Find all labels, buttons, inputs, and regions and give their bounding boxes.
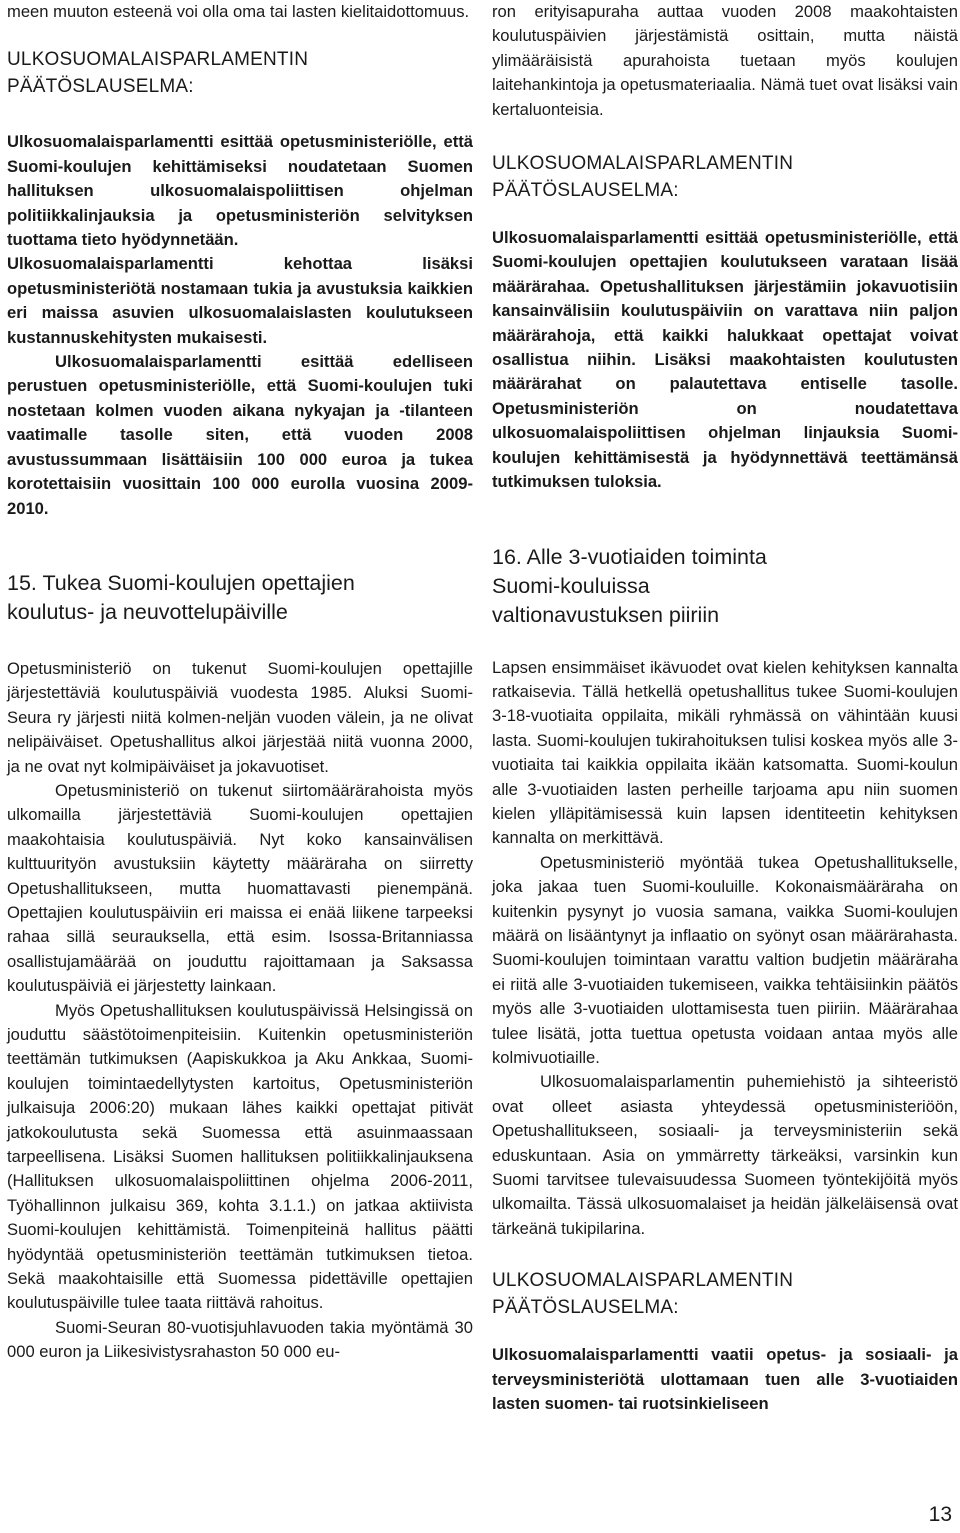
right-column	[492, 0, 958, 1416]
page-number: 13	[928, 1503, 952, 1526]
resolution-paragraph-2: Ulkosuomalaisparlamentti kehottaa lisäksi opetusministeriötä nostamaan tukia ja avustuksia kaikkien eri maissa asuvien ulkosuomalaislasten koulutukseen kustannuskehitysten mukaisesti.	[7, 254, 473, 347]
section-16-heading-line-2: Suomi-kouluissa	[492, 573, 650, 598]
resolution-heading-2	[492, 1267, 958, 1321]
section-16-heading-line-1: 16. Alle 3-vuotiaiden toiminta	[492, 544, 767, 569]
section-16-heading-line-3: valtionavustuksen piiriin	[492, 602, 720, 627]
resolution-heading-2-line-1: ULKOSUOMALAISPARLAMENTIN	[492, 1270, 794, 1292]
body-paragraph-1: Lapsen ensimmäiset ikävuodet ovat kielen kehityksen kannalta ratkaisevia. Tällä hetkellä opetushallitus tukee Suomi-koulujen 3-18-vuotiaita oppilaita, mikäli ryhmässä on vähintään kuusi lasta. Suomi-koulujen tukirahoituksen tulisi koskea myös alle 3-vuotiaita tai kaikkia oppilaita ikään katsomatta. Suomi-koulun alle 3-vuotiaiden lasten perheille tarjoama apu niin suomen kielen ylläpitämisessä kuin lapsen identiteetin kehityksen kannalta on merkittävä.	[492, 657, 958, 848]
resolution-paragraph-1: Ulkosuomalaisparlamentti esittää opetusministeriölle, että Suomi-koulujen kehittämiseksi noudatetaan Suomen hallituksen ulkosuomalaispoliittisen ohjelman politiikkalinjauksia ja opetusministeriön selvityksen tuottama tieto hyödynnetään.	[7, 132, 473, 250]
body-paragraph-1: Opetusministeriö on tukenut Suomi-koulujen opettajille järjestettäviä koulutuspäiviä vuodesta 1985. Aluksi Suomi-Seura ry järjesti niitä kolmen-neljän vuoden välein, ja ne olivat nelipäiväiset. Opetushallitus alkoi järjestää niitä vuonna 2000, ja ne ovat nyt kolmipäiväiset ja jokavuotiset.	[7, 658, 473, 776]
section-15-heading-line-2: koulutus- ja neuvottelupäiville	[7, 599, 288, 624]
body-paragraph-2: Opetusministeriö on tukenut siirtomäärärahoista myös ulkomailla järjestettäviä Suomi-koulujen opettajien maakohtaisia koulutuspäiviä. Nyt koko kansainvälisen kulttuurityön avustuksiin käytetty määräraha on siirretty Opetushallitukseen, mutta huomattavasti pienempänä. Opettajien koulutuspäiviin eri maissa ei enää liikene tarpeeksi rahaa sillä seurauksella, että esim. Isossa-Britanniassa osallistujamäärää on jouduttu rajoittamaan ja Saksassa koulutuspäiviä ei järjestetty lainkaan.	[7, 780, 473, 996]
resolution-heading-line-1: ULKOSUOMALAISPARLAMENTIN	[7, 49, 309, 71]
intro-paragraph: meen muuton esteenä voi olla oma tai lasten kielitaidottomuus.	[7, 2, 470, 21]
section-16-heading	[492, 543, 958, 630]
body-paragraph-2: Opetusministeriö myöntää tukea Opetushallitukselle, joka jakaa tuen Suomi-kouluille. Kokonaismääräraha on kuitenkin pysynyt jo vuosia samana, vaikka Suomi-koulujen määrä on lisääntynyt ja inflaatio on syönyt osan määrärahasta. Suomi-koulujen toimintaan varattu valtion budjetin määräraha ei riitä alle 3-vuotiaiden tukemiseen, vaikka tehtäisiinkin päätös myös alle 3-vuotiaiden ulottamisesta tuen piiriin. Määrärahaa tulee lisätä, jotta tuettua opetusta voidaan antaa myös alle kolmivuotiaille.	[492, 852, 958, 1067]
intro-paragraph: ron erityisapuraha auttaa vuoden 2008 maakohtaisten koulutuspäivien järjestämistä osittain, mutta näistä ylimääräisistä apurahoista tuetaan myös koulujen laitehankintoja ja opetusmateriaalia. Nämä tuet ovat lisäksi vain kertaluonteisia.	[492, 2, 958, 119]
resolution-heading-2-line-2: PÄÄTÖSLAUSELMA:	[492, 1297, 679, 1319]
resolution-paragraph-3: Ulkosuomalaisparlamentti esittää edelliseen perustuen opetusministeriölle, että Suomi-koulujen tuki nostetaan kolmen vuoden aikana nykyajan ja -tilanteen vaatimalle tasolle siten, että vuoden 2008 avustussummaan lisättäisiin 100 000 euroa ja tukea korotettaisiin vuosittain 100 000 eurolla vuosina 2009-2010.	[7, 352, 473, 518]
resolution-heading-line-2: PÄÄTÖSLAUSELMA:	[7, 76, 194, 98]
resolution-2-paragraph-1: Ulkosuomalaisparlamentti vaatii opetus- ja sosiaali- ja terveysministeriötä ulottamaan tuen alle 3-vuotiaiden lasten suomen- tai ruotsinkieliseen	[492, 1345, 958, 1414]
resolution-heading	[492, 150, 958, 204]
resolution-heading-line-2: PÄÄTÖSLAUSELMA:	[492, 180, 679, 202]
body-paragraph-4: Suomi-Seuran 80-vuotisjuhlavuoden takia myöntämä 30 000 euron ja Liikesivistysrahaston 50 000 eu-	[7, 1317, 473, 1362]
resolution-heading	[7, 46, 473, 100]
resolution-paragraph-1: Ulkosuomalaisparlamentti esittää opetusministeriölle, että Suomi-koulujen opettajien koulutukseen varataan lisää määrärahaa. Opetushallituksen järjestämiin jokavuotisiin kansainvälisiin koulutuspäiviin on varattava niin paljon määrärahoja, että kaikki halukkaat opettajat voivat osallistua niihin. Lisäksi maakohtaisten koulutusten määrärahat on palautettava entiselle tasolle. Opetusministeriön on noudatettava ulkosuomalaispoliittisen ohjelman linjauksia Suomi-koulujen kehittämisestä ja hyödynnettävä teettämänsä tutkimuksen tuloksia.	[492, 228, 958, 492]
resolution-heading-line-1: ULKOSUOMALAISPARLAMENTIN	[492, 153, 794, 175]
section-15-heading-line-1: 15. Tukea Suomi-koulujen opettajien	[7, 570, 355, 595]
section-15-heading	[7, 569, 473, 627]
body-paragraph-3: Ulkosuomalaisparlamentin puhemiehistö ja sihteeristö ovat olleet asiasta yhteydessä opetusministeriöön, Opetushallitukseen, sosiaali- ja terveysministeriin sekä eduskuntaan. Asia on ymmärretty tärkeäksi, varsinkin kun Suomi tarvitsee tulevaisuudessa Suomeen työntekijöitä myös ulkomailta. Tässä ulkosuomalaiset ja heidän jälkeläisensä ovat tärkeänä tukipilarina.	[492, 1072, 958, 1238]
left-column	[7, 0, 473, 1365]
body-paragraph-3: Myös Opetushallituksen koulutuspäivissä Helsingissä on jouduttu säästötoimenpiteisiin. Kuitenkin opetusministeriön teettämän tutkimuksen (Aapiskukkoa ja Aku Ankkaa, Suomi-koulujen toimintaedellytysten kartoitus, Opetusministeriön julkaisuja 2006:20) mukaan lähes kaikki opettajat pitivät jatkokoulutusta sekä Suomessa että asuinmaassaan tarpeellisena. Lisäksi Suomen hallituksen politiikkalinjauksena (Hallituksen ulkosuomalaispoliittinen ohjelma 2006-2011, Työhallinnon julkaisu 369, kohta 3.1.1.) on jatkaa aktiivista Suomi-koulujen kehittämistä. Toimenpiteinä hallitus päätti hyödyntää opetusministeriön teettämän tutkimuksen tietoa. Sekä maakohtaisille että Suomessa pidettäville opettajien koulutuspäiville tulee taata riittävä rahoitus.	[7, 1000, 473, 1313]
